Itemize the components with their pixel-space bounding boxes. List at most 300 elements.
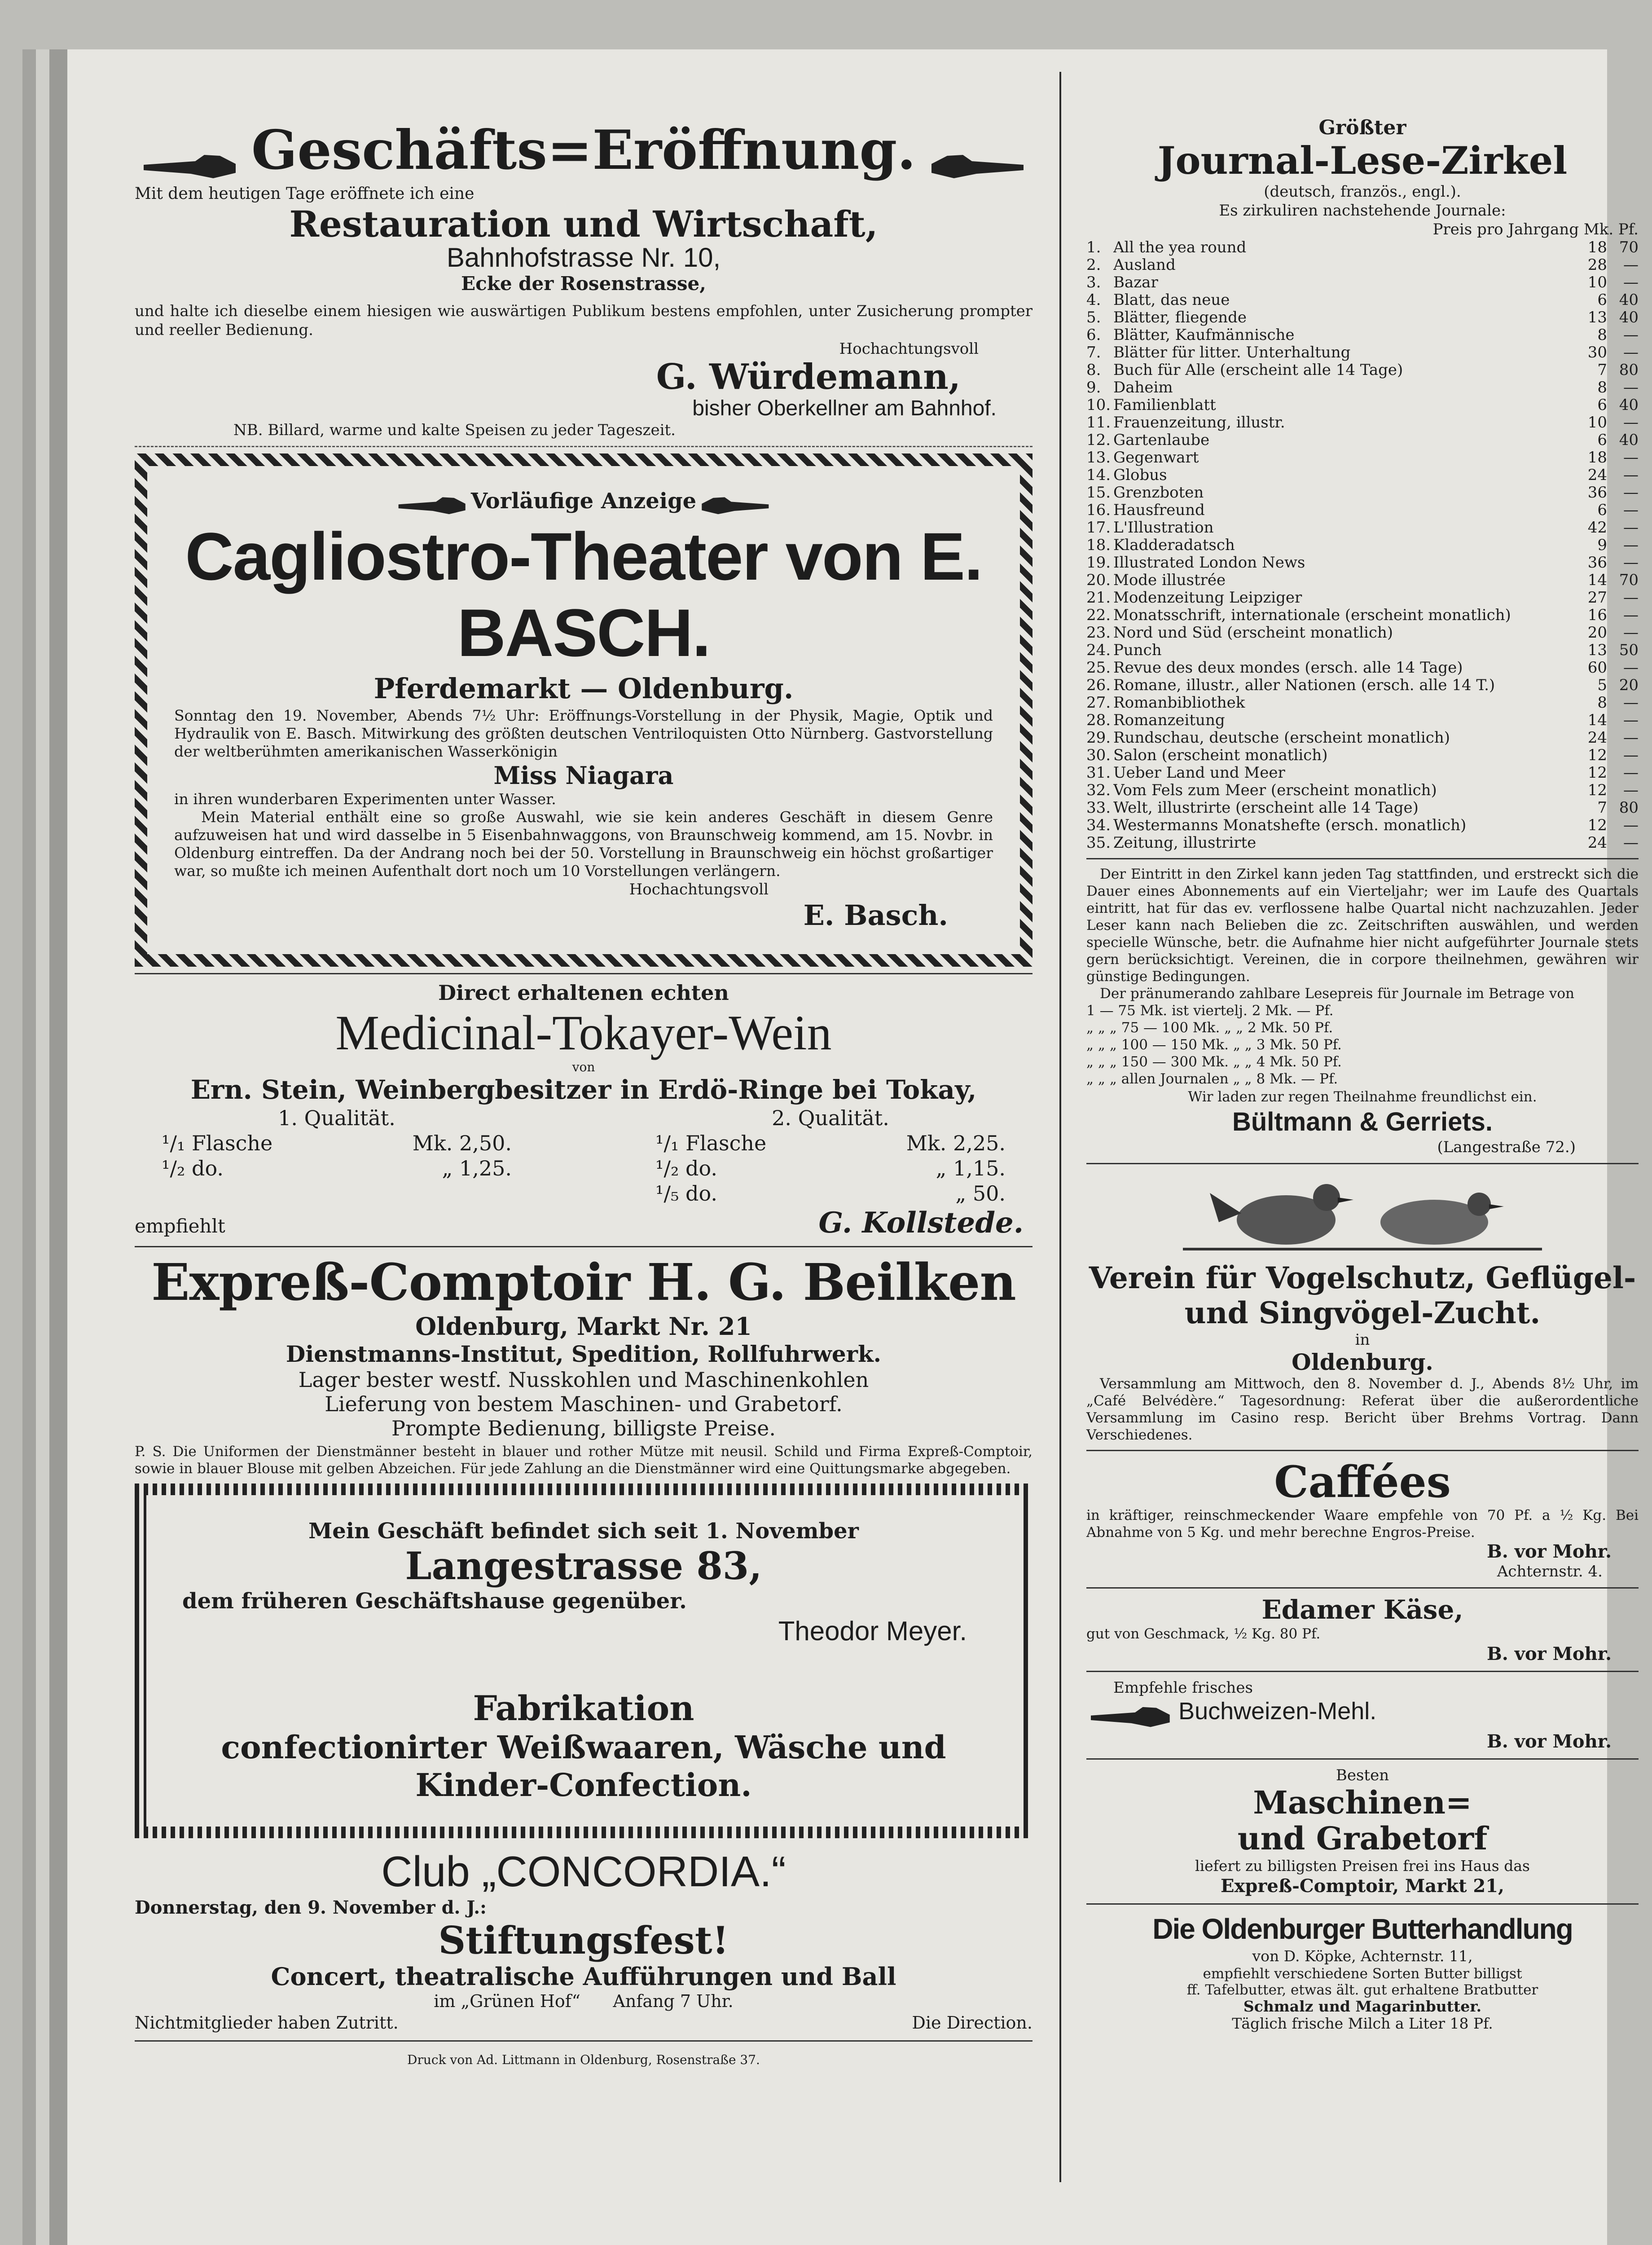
journal-mark: 12 xyxy=(1587,764,1607,782)
journal-mark: 6 xyxy=(1597,431,1607,449)
journal-number: 6. xyxy=(1086,326,1101,344)
journal-title: Gegenwart xyxy=(1113,449,1199,467)
divider-4 xyxy=(135,2040,1032,2042)
journal-mark: 14 xyxy=(1587,711,1607,729)
journal-number: 18. xyxy=(1086,536,1111,554)
journal-number: 25. xyxy=(1086,659,1111,677)
journal-mark: 6 xyxy=(1597,291,1607,309)
journal-pfennig: 40 xyxy=(1619,308,1639,326)
ad6-event: Stiftungsfest! xyxy=(438,1918,729,1963)
ad2-text1: Sonntag den 19. November, Abends 7½ Uhr: Eröffnungs-Vorstellung in der Physik, Magie, Optik und Hydraulik von E. Basch. Mitwirkung des größten deutschen Ventriloquisten Otto Nürnberg. Gastvorstellung der weltberühmten amerikanischen Wasserkönigin xyxy=(174,707,993,760)
journal-mark: 12 xyxy=(1587,816,1607,834)
journal-row xyxy=(1086,817,1639,834)
journal-title: Rundschau, deutsche (erscheint monatlich) xyxy=(1113,729,1450,747)
pointing-hand-left-icon xyxy=(927,151,1026,183)
journal-title: Salon (erscheint monatlich) xyxy=(1113,747,1328,764)
verein-in: in xyxy=(1355,1331,1370,1349)
ad-butterhandlung xyxy=(1086,1911,1639,2032)
ad3-q1-size: ¹/₂ do. xyxy=(162,1156,224,1180)
journal-mark: 12 xyxy=(1587,781,1607,799)
ad-edamer-kaese xyxy=(1086,1595,1639,1664)
ad1-signature-title: bisher Oberkellner am Bahnhof. xyxy=(692,396,997,420)
verein-title: Verein für Vogelschutz, Geflügel- und Singvögel-Zucht. xyxy=(1089,1260,1636,1330)
journal-pfennig: 20 xyxy=(1619,676,1639,694)
zirkel-rate-line: „ „ „ 100 — 150 Mk. „ „ 3 Mk. 50 Pf. xyxy=(1086,1037,1342,1053)
torf-title-1: Maschinen= xyxy=(1253,1783,1472,1821)
journal-pfennig: — xyxy=(1623,711,1639,729)
journal-row xyxy=(1086,607,1639,624)
torf-firm: Expreß-Comptoir, Markt 21, xyxy=(1221,1875,1504,1897)
journal-title: Globus xyxy=(1113,467,1167,484)
journal-mark: 13 xyxy=(1587,308,1607,326)
journal-title: Welt, illustrirte (erscheint alle 14 Tage) xyxy=(1113,799,1419,817)
journal-mark: 16 xyxy=(1587,606,1607,624)
journal-row xyxy=(1086,239,1639,256)
journal-pfennig: — xyxy=(1623,414,1639,431)
torf-pre: Besten xyxy=(1336,1766,1389,1784)
journal-title: Kladderadatsch xyxy=(1113,537,1235,554)
ad-geschaefts-eroeffnung xyxy=(135,121,1032,440)
journal-number: 32. xyxy=(1086,781,1111,799)
journal-pfennig: 40 xyxy=(1619,431,1639,449)
journal-number: 16. xyxy=(1086,501,1111,519)
ad4-line1: Lager bester westf. Nusskohlen und Maschinenkohlen xyxy=(298,1368,869,1392)
journal-mark: 6 xyxy=(1597,396,1607,414)
butter-title: Die Oldenburger Butterhandlung xyxy=(1152,1912,1573,1945)
ad3-q2-size: ¹/₅ do. xyxy=(655,1181,717,1206)
journal-number: 3. xyxy=(1086,273,1101,291)
journal-pfennig: — xyxy=(1623,764,1639,782)
ad2-place: Pferdemarkt — Oldenburg. xyxy=(373,672,794,705)
journal-pfennig: — xyxy=(1623,589,1639,607)
journal-pfennig: — xyxy=(1623,501,1639,519)
column-divider xyxy=(1059,72,1061,2182)
page-stack-edge xyxy=(49,54,67,2245)
journal-title: Familienblatt xyxy=(1113,396,1216,414)
journal-pfennig: — xyxy=(1623,449,1639,467)
zirkel-rate-line: „ „ „ 150 — 300 Mk. „ „ 4 Mk. 50 Pf. xyxy=(1086,1054,1342,1070)
journal-row xyxy=(1086,589,1639,607)
journal-title: Illustrated London News xyxy=(1113,554,1305,572)
caffees-signature: B. vor Mohr. xyxy=(1487,1541,1612,1562)
journal-row xyxy=(1086,659,1639,677)
journal-title: Frauenzeitung, illustr. xyxy=(1113,414,1285,431)
journal-mark: 8 xyxy=(1597,326,1607,344)
journal-number: 27. xyxy=(1086,694,1111,712)
journal-pfennig: 40 xyxy=(1619,396,1639,414)
journal-pfennig: 40 xyxy=(1619,291,1639,309)
journal-mark: 30 xyxy=(1587,343,1607,361)
ad-journal-lese-zirkel xyxy=(1086,117,1639,1157)
verein-text: Versammlung am Mittwoch, den 8. November d. J., Abends 8½ Uhr, im „Café Belvédère.“ Tagesordnung: Referat über die außerordentliche Versammlung im Casino resp. Bericht über Brehms Vortrag. Dann Verschiedenes. xyxy=(1086,1376,1639,1443)
ad3-producer: Ern. Stein, Weinbergbesitzer in Erdö-Ringe bei Tokay, xyxy=(190,1074,977,1105)
ad4-title: Expreß-Comptoir H. G. Beilken xyxy=(151,1253,1016,1312)
journal-pfennig: — xyxy=(1623,466,1639,484)
journal-mark: 8 xyxy=(1597,694,1607,712)
journal-row xyxy=(1086,467,1639,484)
journal-title: Romanbibliothek xyxy=(1113,694,1245,712)
pointing-hand-left-icon xyxy=(699,494,770,518)
divider-1 xyxy=(135,446,1032,447)
ad5-line2: dem früheren Geschäftshause gegenüber. xyxy=(182,1589,687,1614)
journal-mark: 18 xyxy=(1587,449,1607,467)
ad6-start: Anfang 7 Uhr. xyxy=(613,1991,734,2011)
journal-number: 5. xyxy=(1086,308,1101,326)
ad1-address: Bahnhofstrasse Nr. 10, xyxy=(446,242,721,273)
caffees-text: in kräftiger, reinschmeckender Waare empfehle von 70 Pf. a ½ Kg. Bei Abnahme von 5 Kg. und mehr berechne Engros-Preise. xyxy=(1086,1507,1639,1541)
ad1-headline: Geschäfts=Eröffnung. xyxy=(251,119,916,182)
journal-pfennig: — xyxy=(1623,343,1639,361)
journal-pfennig: — xyxy=(1623,781,1639,799)
journal-row xyxy=(1086,519,1639,537)
journal-mark: 24 xyxy=(1587,466,1607,484)
journal-pfennig: 80 xyxy=(1619,799,1639,817)
journal-mark: 7 xyxy=(1597,799,1607,817)
journal-mark: 18 xyxy=(1587,238,1607,256)
journal-row xyxy=(1086,344,1639,361)
journal-pfennig: — xyxy=(1623,484,1639,502)
journal-number: 15. xyxy=(1086,484,1111,502)
journal-title: Bazar xyxy=(1113,274,1158,291)
journal-title: Mode illustrée xyxy=(1113,572,1226,589)
journal-number: 24. xyxy=(1086,641,1111,659)
ad1-body: und halte ich dieselbe einem hiesigen wie auswärtigen Publikum bestens empfohlen, unter Zusicherung prompter und reeller Bedienung. xyxy=(135,302,1032,339)
divider-3 xyxy=(135,1246,1032,1247)
journal-row xyxy=(1086,379,1639,396)
journal-number: 20. xyxy=(1086,571,1111,589)
journal-title: Revue des deux mondes (ersch. alle 14 Tage) xyxy=(1113,659,1463,677)
journal-row xyxy=(1086,624,1639,642)
ad1-signature: G. Würdemann, xyxy=(656,356,961,397)
ad-club-concordia xyxy=(135,1847,1032,2034)
journal-number: 33. xyxy=(1086,799,1111,817)
journal-title: Romanzeitung xyxy=(1113,712,1225,729)
journal-title: Buch für Alle (erscheint alle 14 Tage) xyxy=(1113,361,1403,379)
journal-pfennig: — xyxy=(1623,659,1639,677)
journal-number: 26. xyxy=(1086,676,1111,694)
verein-place: Oldenburg. xyxy=(1292,1349,1433,1375)
divider-r3 xyxy=(1086,1450,1639,1451)
ad4-services: Dienstmanns-Institut, Spedition, Rollfuhrwerk. xyxy=(286,1341,882,1367)
torf-title-2: und Grabetorf xyxy=(1237,1819,1488,1857)
ad3-q1-price: Mk. 2,50. xyxy=(412,1131,512,1155)
ad3-pre: Direct erhaltenen echten xyxy=(438,981,729,1005)
journal-row xyxy=(1086,256,1639,274)
journal-title: All the yea round xyxy=(1113,239,1247,256)
journal-number: 13. xyxy=(1086,449,1111,467)
journal-pfennig: — xyxy=(1623,834,1639,852)
ad5-line1: Mein Geschäft befindet sich seit 1. November xyxy=(308,1519,859,1544)
ad-express-comptoir xyxy=(135,1254,1032,1477)
ad3-recommends: empfiehlt xyxy=(135,1215,225,1237)
journal-row xyxy=(1086,502,1639,519)
ad1-corner: Ecke der Rosenstrasse, xyxy=(461,272,706,295)
ad3-q1-size: ¹/₁ Flasche xyxy=(162,1131,273,1155)
ad4-line2: Lieferung von bestem Maschinen- und Grabetorf. xyxy=(325,1392,843,1416)
journal-mark: 14 xyxy=(1587,571,1607,589)
torf-text: liefert zu billigsten Preisen frei ins Haus das xyxy=(1195,1857,1530,1875)
journal-mark: 36 xyxy=(1587,484,1607,502)
ad5-address: Langestrasse 83, xyxy=(405,1544,762,1588)
left-column xyxy=(135,81,1032,2069)
journal-row xyxy=(1086,834,1639,852)
zirkel-firm: Bültmann & Gerriets. xyxy=(1232,1107,1493,1136)
zirkel-firm-address: (Langestraße 72.) xyxy=(1437,1138,1576,1156)
ad2-closing: Hochachtungsvoll xyxy=(629,880,769,898)
divider-r6 xyxy=(1086,1758,1639,1760)
journal-number: 34. xyxy=(1086,816,1111,834)
zirkel-rate-line: 1 — 75 Mk. ist viertelj. 2 Mk. — Pf. xyxy=(1086,1003,1334,1019)
journal-number: 19. xyxy=(1086,554,1111,572)
divider-r4 xyxy=(1086,1587,1639,1589)
journal-row xyxy=(1086,361,1639,379)
ad2-pre: Vorläufige Anzeige xyxy=(470,488,697,514)
ad1-nb: NB. Billard, warme und kalte Speisen zu jeder Tageszeit. xyxy=(233,421,676,439)
journal-number: 7. xyxy=(1086,343,1101,361)
mehl-signature: B. vor Mohr. xyxy=(1487,1730,1612,1752)
journal-row xyxy=(1086,274,1639,291)
journal-row xyxy=(1086,554,1639,572)
divider-2 xyxy=(135,973,1032,974)
journal-title: Westermanns Monatshefte (ersch. monatlich) xyxy=(1113,817,1467,834)
kaese-signature: B. vor Mohr. xyxy=(1487,1643,1612,1664)
zirkel-rate-line: „ „ „ allen Journalen „ „ 8 Mk. — Pf. xyxy=(1086,1071,1338,1087)
journal-title: Grenzboten xyxy=(1113,484,1204,502)
journal-mark: 24 xyxy=(1587,729,1607,747)
ad2-text2: in ihren wunderbaren Experimenten unter Wasser. xyxy=(174,790,556,808)
zirkel-rates-intro: Der pränumerando zahlbare Lesepreis für Journale im Betrage von xyxy=(1100,986,1575,1002)
journal-title: Gartenlaube xyxy=(1113,431,1210,449)
ad-buchweizen-mehl xyxy=(1086,1678,1639,1752)
journal-row xyxy=(1086,729,1639,747)
ad6-place: im „Grünen Hof“ xyxy=(434,1991,580,2011)
journal-row xyxy=(1086,747,1639,764)
caffees-address: Achternstr. 4. xyxy=(1497,1563,1603,1580)
ad3-q1-label: 1. Qualität. xyxy=(278,1106,395,1130)
journal-mark: 10 xyxy=(1587,414,1607,431)
journal-pfennig: — xyxy=(1623,816,1639,834)
journal-number: 10. xyxy=(1086,396,1111,414)
ad6-direction: Die Direction. xyxy=(912,2013,1032,2033)
pointing-hand-right-icon xyxy=(1086,1704,1176,1731)
journal-pfennig: — xyxy=(1623,746,1639,764)
journal-title: Monatsschrift, internationale (erscheint monatlich) xyxy=(1113,607,1511,624)
divider-r2 xyxy=(1086,1163,1639,1164)
journal-row xyxy=(1086,291,1639,309)
journal-mark: 12 xyxy=(1587,746,1607,764)
divider-r1 xyxy=(1086,858,1639,859)
journal-row xyxy=(1086,431,1639,449)
journal-number: 23. xyxy=(1086,624,1111,642)
butter-text-1: empfiehlt verschiedene Sorten Butter billigst xyxy=(1203,1965,1522,1982)
ad2-star: Miss Niagara xyxy=(493,761,674,790)
right-column xyxy=(1086,81,1639,2032)
ad-caffees xyxy=(1086,1457,1639,1581)
journal-number: 1. xyxy=(1086,238,1101,256)
zirkel-invite: Wir laden zur regen Theilnahme freundlichst ein. xyxy=(1188,1089,1537,1105)
journal-number: 2. xyxy=(1086,256,1101,274)
journal-mark: 42 xyxy=(1587,519,1607,537)
ad2-text3: Mein Material enthält eine so große Auswahl, wie sie kein anderes Geschäft in diesem Genre aufzuweisen hat und wird dasselbe in 5 Eisenbahnwaggons, von Braunschweig kommend, am 15. Novbr. in Oldenburg eintreffen. Da der Andrang noch bei der 50. Vorstellung in Braunschweig ein höchst großartiger war, so mußte ich meinen Aufenthalt dort noch um 10 Vorstellungen verlängern. xyxy=(174,808,993,880)
journal-mark: 7 xyxy=(1597,361,1607,379)
zirkel-langs: (deutsch, französ., engl.). xyxy=(1264,183,1461,201)
mehl-pre: Empfehle frisches xyxy=(1113,1679,1253,1697)
ad3-q2-size: ¹/₂ do. xyxy=(655,1156,717,1180)
journal-pfennig: — xyxy=(1623,536,1639,554)
divider-r5 xyxy=(1086,1671,1639,1672)
zirkel-intro: Es zirkuliren nachstehende Journale: xyxy=(1219,202,1506,220)
zirkel-title: Journal-Lese-Zirkel xyxy=(1157,138,1568,183)
journal-number: 21. xyxy=(1086,589,1111,607)
pointing-hand-right-icon xyxy=(397,494,469,518)
journal-row xyxy=(1086,694,1639,712)
zirkel-pre: Größter xyxy=(1318,116,1406,139)
journal-pfennig: 80 xyxy=(1619,361,1639,379)
butter-text-4: Täglich frische Milch a Liter 18 Pf. xyxy=(1232,2014,1493,2032)
journal-title: Blätter für litter. Unterhaltung xyxy=(1113,344,1351,361)
ad3-q1-price: „ 1,25. xyxy=(442,1156,512,1180)
journal-mark: 5 xyxy=(1597,676,1607,694)
ad3-q2-price: Mk. 2,25. xyxy=(906,1131,1006,1155)
journal-mark: 24 xyxy=(1587,834,1607,852)
ad4-address: Oldenburg, Markt Nr. 21 xyxy=(415,1312,752,1341)
ad3-q2-size: ¹/₁ Flasche xyxy=(655,1131,767,1155)
journal-row xyxy=(1086,642,1639,659)
mehl-title: Buchweizen-Mehl. xyxy=(1178,1698,1377,1725)
journal-row xyxy=(1086,764,1639,782)
journal-number: 29. xyxy=(1086,729,1111,747)
journal-title: Ueber Land und Meer xyxy=(1113,764,1285,782)
ad3-title: Medicinal-Tokayer-Wein xyxy=(335,1005,832,1060)
journal-title: Nord und Süd (erscheint monatlich) xyxy=(1113,624,1393,642)
journal-number: 30. xyxy=(1086,746,1111,764)
journal-title: Punch xyxy=(1113,642,1162,659)
ad1-name: Restauration und Wirtschaft, xyxy=(289,202,878,245)
butter-text-2: ff. Tafelbutter, etwas ält. gut erhaltene Bratbutter xyxy=(1186,1981,1538,1998)
journal-title: Modenzeitung Leipziger xyxy=(1113,589,1302,607)
journal-row xyxy=(1086,712,1639,729)
journal-number: 9. xyxy=(1086,379,1101,396)
zirkel-rates xyxy=(1086,1002,1639,1087)
journal-pfennig: — xyxy=(1623,624,1639,642)
journal-pfennig: — xyxy=(1623,694,1639,712)
journal-title: Blatt, das neue xyxy=(1113,291,1230,309)
journal-mark: 13 xyxy=(1587,641,1607,659)
journal-number: 31. xyxy=(1086,764,1111,782)
journal-pfennig: — xyxy=(1623,554,1639,572)
journal-title: Daheim xyxy=(1113,379,1173,396)
ad3-q2-label: 2. Qualität. xyxy=(772,1106,889,1130)
ad6-program: Concert, theatralische Aufführungen und Ball xyxy=(271,1962,896,1991)
journal-pfennig: — xyxy=(1623,326,1639,344)
journal-number: 35. xyxy=(1086,834,1111,852)
ad3-q2-price: „ 50. xyxy=(955,1181,1006,1206)
journal-table xyxy=(1086,239,1639,852)
journal-number: 22. xyxy=(1086,606,1111,624)
journal-mark: 28 xyxy=(1587,256,1607,274)
ad6-nonmembers: Nichtmitglieder haben Zutritt. xyxy=(135,2013,399,2033)
journal-row xyxy=(1086,309,1639,326)
journal-mark: 60 xyxy=(1587,659,1607,677)
journal-number: 4. xyxy=(1086,291,1101,309)
journal-number: 11. xyxy=(1086,414,1111,431)
kaese-title: Edamer Käse, xyxy=(1261,1594,1463,1625)
journal-mark: 10 xyxy=(1587,273,1607,291)
divider-r7 xyxy=(1086,1903,1639,1905)
ad3-von: von xyxy=(572,1060,595,1074)
imprint: Druck von Ad. Littmann in Oldenburg, Rosenstraße 37. xyxy=(407,2052,760,2067)
journal-mark: 36 xyxy=(1587,554,1607,572)
journal-pfennig: 50 xyxy=(1619,641,1639,659)
journal-number: 8. xyxy=(1086,361,1101,379)
journal-mark: 27 xyxy=(1587,589,1607,607)
butter-owner: von D. Köpke, Achternstr. 11, xyxy=(1252,1947,1473,1965)
ad2-signature: E. Basch. xyxy=(803,899,948,932)
journal-title: Blätter, fliegende xyxy=(1113,309,1247,326)
butter-text-3: Schmalz und Magarinbutter. xyxy=(1243,1997,1482,2015)
journal-title: Blätter, Kaufmännische xyxy=(1113,326,1295,344)
zirkel-rate-line: „ „ „ 75 — 100 Mk. „ „ 2 Mk. 50 Pf. xyxy=(1086,1020,1333,1036)
ad3-q2-price: „ 1,15. xyxy=(936,1156,1006,1180)
ad4-line3: Prompte Bedienung, billigste Preise. xyxy=(391,1416,776,1440)
journal-row xyxy=(1086,414,1639,431)
journal-mark: 8 xyxy=(1597,379,1607,396)
ad4-ps: P. S. Die Uniformen der Dienstmänner besteht in blauer und rother Mütze mit neusil. Schild und Firma Expreß-Comptoir, sowie in blauer Blouse mit gelben Abzeichen. Für jede Zahlung an die Dienstmänner wird eine Quittungsmarke abgegeben. xyxy=(135,1444,1032,1477)
ad5-title: Fabrikation xyxy=(473,1688,694,1728)
journal-row xyxy=(1086,782,1639,799)
journal-title: Zeitung, illustrirte xyxy=(1113,834,1257,852)
ad2-title: Cagliostro-Theater von E. BASCH. xyxy=(185,519,982,670)
journal-title: Romane, illustr., aller Nationen (ersch. alle 14 T.) xyxy=(1113,677,1495,694)
journal-title: Ausland xyxy=(1113,256,1176,274)
zirkel-price-header: Preis pro Jahrgang Mk. Pf. xyxy=(1432,220,1639,238)
ad5-sub2: Kinder-Confection. xyxy=(415,1766,752,1804)
journal-title: Vom Fels zum Meer (erscheint monatlich) xyxy=(1113,782,1437,799)
journal-row xyxy=(1086,572,1639,589)
journal-row xyxy=(1086,396,1639,414)
journal-pfennig: — xyxy=(1623,606,1639,624)
journal-number: 14. xyxy=(1086,466,1111,484)
journal-title: L'Illustration xyxy=(1113,519,1214,537)
ad1-intro: Mit dem heutigen Tage eröffnete ich eine xyxy=(135,184,475,203)
ad6-date: Donnerstag, den 9. November d. J.: xyxy=(135,1897,487,1918)
ad3-signature: G. Kollstede. xyxy=(818,1206,1024,1240)
ad-theodor-meyer xyxy=(135,1483,1032,1838)
ad5-sub1: confectionirter Weißwaaren, Wäsche und xyxy=(221,1729,946,1766)
journal-pfennig: 70 xyxy=(1619,571,1639,589)
journal-row xyxy=(1086,484,1639,502)
ad-vogelschutz xyxy=(1086,1171,1639,1444)
pointing-hand-right-icon xyxy=(141,151,240,183)
journal-pfennig: — xyxy=(1623,273,1639,291)
ad3-quality-1 xyxy=(162,1105,512,1206)
ad3-quality-2 xyxy=(655,1105,1006,1206)
ad-tokayer-wein xyxy=(135,981,1032,1240)
journal-number: 12. xyxy=(1086,431,1111,449)
poultry-illustration-icon xyxy=(1183,1171,1542,1256)
journal-number: 28. xyxy=(1086,711,1111,729)
journal-pfennig: — xyxy=(1623,729,1639,747)
journal-mark: 6 xyxy=(1597,501,1607,519)
ad-cagliostro-theater xyxy=(135,453,1032,967)
journal-pfennig: 70 xyxy=(1619,238,1639,256)
kaese-text: gut von Geschmack, ½ Kg. 80 Pf. xyxy=(1086,1626,1321,1642)
journal-title: Hausfreund xyxy=(1113,502,1205,519)
journal-pfennig: — xyxy=(1623,519,1639,537)
journal-row xyxy=(1086,799,1639,817)
journal-number: 17. xyxy=(1086,519,1111,537)
ad6-title: Club „CONCORDIA.“ xyxy=(381,1848,786,1896)
